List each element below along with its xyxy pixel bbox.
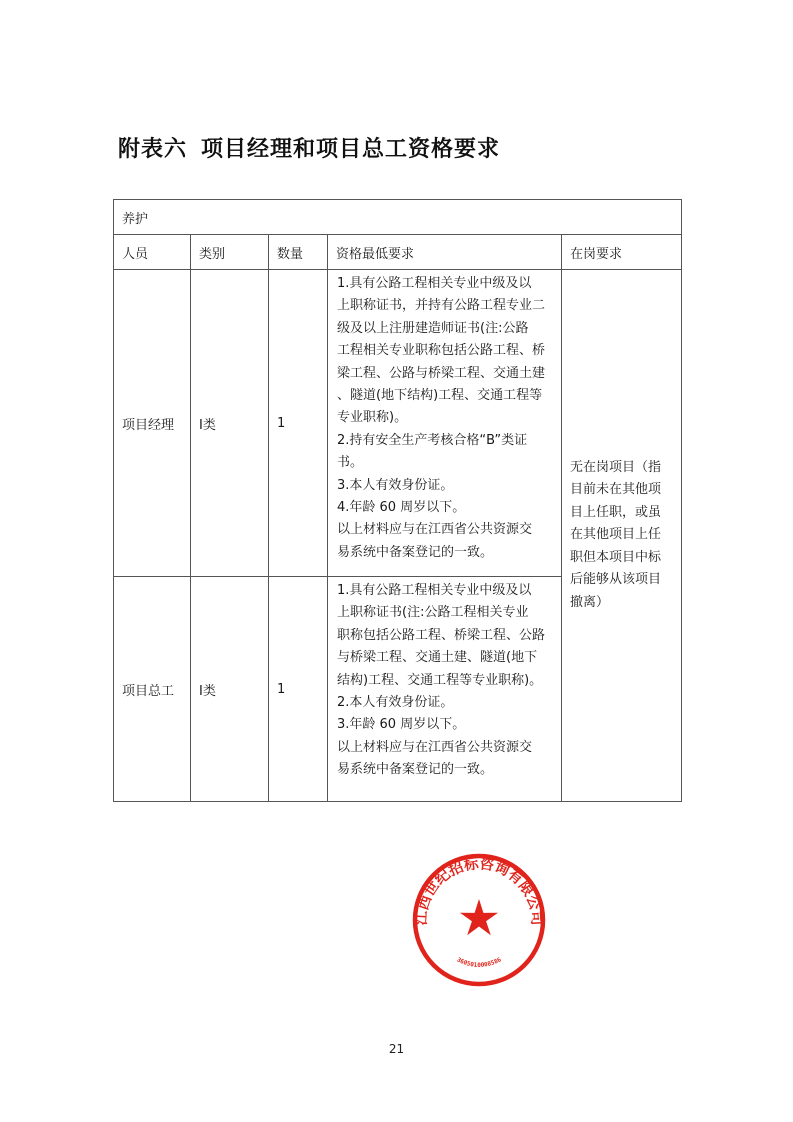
- requirement-line: 4.年龄 60 周岁以下。: [337, 500, 466, 516]
- header-requirements: 资格最低要求: [328, 235, 562, 270]
- title-text: 项目经理和项目总工资格要求: [201, 137, 501, 162]
- duty-line: 撤离）: [570, 594, 610, 610]
- requirement-line: 以上材料应与在江西省公共资源交: [337, 522, 533, 538]
- person-cell: 项目经理: [114, 270, 191, 577]
- requirements-cell: [328, 577, 562, 802]
- requirement-line: 易系统中备案登记的一致。: [337, 762, 494, 778]
- person-cell: 项目总工: [114, 577, 191, 802]
- requirement-line: 结构)工程、交通工程等专业职称)。: [337, 672, 543, 688]
- duty-requirement-cell: [562, 270, 682, 802]
- header-person: 人员: [114, 235, 191, 270]
- quantity-cell: 1: [269, 270, 328, 577]
- table-row: [114, 270, 682, 577]
- requirement-line: 工程相关专业职称包括公路工程、桥: [337, 343, 546, 359]
- duty-line: 目前未在其他项: [570, 482, 662, 498]
- header-quantity: 数量: [269, 235, 328, 270]
- page-title: [118, 132, 500, 163]
- requirement-line: 职称包括公路工程、桥梁工程、公路: [337, 627, 546, 643]
- requirement-line: 、隧道(地下结构)工程、交通工程等: [337, 388, 543, 404]
- category-cell: Ⅰ类: [191, 577, 269, 802]
- seal-company-name: 江西世纪招标咨询有限公司: [412, 855, 546, 926]
- page-number: 21: [388, 1042, 405, 1056]
- header-category: 类别: [191, 235, 269, 270]
- title-prefix: 附表六: [118, 137, 188, 162]
- company-seal: [412, 853, 546, 987]
- seal-number: 3605010008586: [455, 956, 503, 969]
- requirement-line: 以上材料应与在江西省公共资源交: [337, 739, 533, 755]
- requirement-line: 3.年龄 60 周岁以下。: [337, 717, 466, 733]
- requirement-line: 2.持有安全生产考核合格“B”类证: [337, 432, 528, 448]
- requirement-line: 书。: [337, 455, 364, 471]
- duty-line: 目上任职，或虽: [570, 504, 662, 520]
- requirement-line: 1.具有公路工程相关专业中级及以: [337, 276, 532, 291]
- header-duty: 在岗要求: [562, 235, 682, 270]
- requirement-line: 级及以上注册建造师证书(注:公路: [337, 320, 529, 336]
- requirement-line: 梁工程、公路与桥梁工程、交通土建: [337, 365, 546, 381]
- requirement-line: 上职称证书(注:公路工程相关专业: [337, 605, 529, 621]
- duty-line: 在其他项目上任: [570, 527, 662, 543]
- section-label: 养护: [114, 200, 682, 235]
- category-cell: Ⅰ类: [191, 270, 269, 577]
- requirement-line: 1.具有公路工程相关专业中级及以: [337, 583, 532, 598]
- duty-line: 职但本项目中标: [570, 549, 662, 565]
- requirement-line: 3.本人有效身份证。: [337, 477, 454, 493]
- requirement-line: 2.本人有效身份证。: [337, 695, 454, 711]
- duty-line: 后能够从该项目: [570, 572, 662, 588]
- requirement-line: 与桥梁工程、交通土建、隧道(地下: [337, 650, 538, 666]
- quantity-cell: 1: [269, 577, 328, 802]
- requirements-cell: [328, 270, 562, 577]
- qualification-table: [113, 199, 682, 802]
- section-row: [114, 200, 682, 235]
- duty-line: 无在岗项目（指: [570, 460, 662, 476]
- star-icon: [460, 899, 498, 935]
- requirement-line: 上职称证书，并持有公路工程专业二: [337, 298, 546, 314]
- header-row: [114, 235, 682, 270]
- requirement-line: 专业职称)。: [337, 410, 408, 426]
- requirement-line: 易系统中备案登记的一致。: [337, 544, 494, 560]
